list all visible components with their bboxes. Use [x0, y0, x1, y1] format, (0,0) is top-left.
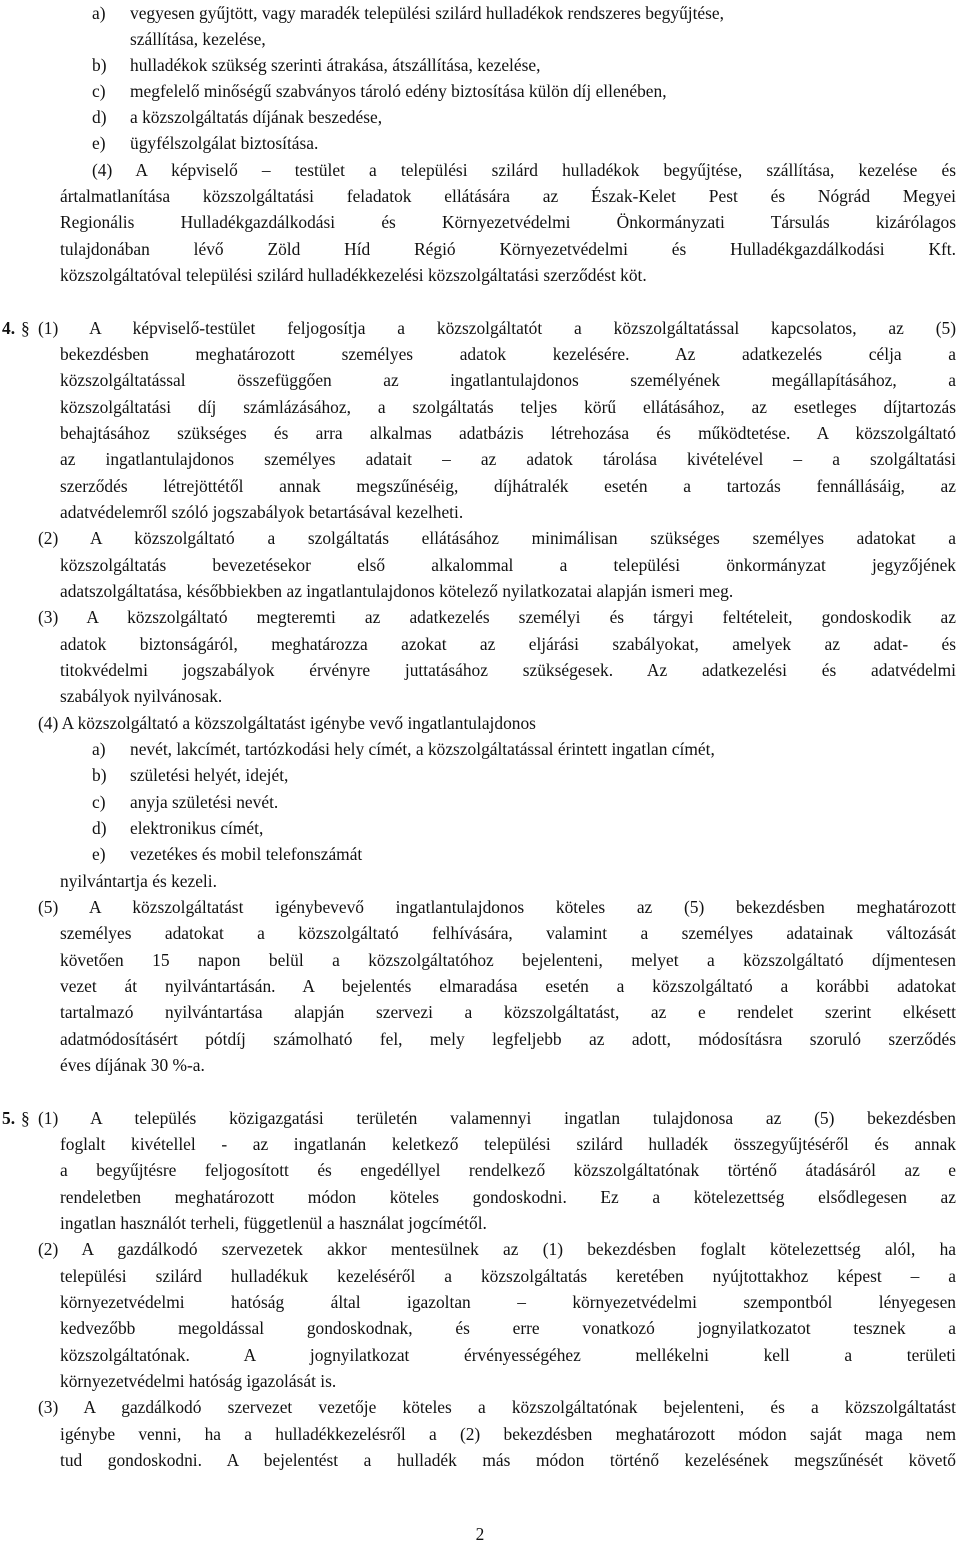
list-label: b) — [92, 765, 107, 785]
paragraph-line: követően 15 napon belül a közszolgáltatóhoz bejelenteni, melyet a közszolgáltató díjmentesen — [60, 950, 956, 970]
list-item-text: nevét, lakcímét, tartózkodási hely címét, a közszolgáltatással érintett ingatlan címét, — [130, 739, 715, 759]
list-label: e) — [92, 844, 106, 864]
paragraph-line: foglalt kivétellel - az ingatlanán keletkező települési szilárd hulladék összegyűjtéséről és annak — [60, 1134, 956, 1154]
list-label: a) — [92, 739, 106, 759]
paragraph-line: vezet át nyilvántartásán. A bejelentés elmaradása esetén a közszolgáltató a korábbi adatokat — [60, 976, 956, 996]
paragraph-line: (3) A gazdálkodó szervezet vezetője köteles a közszolgáltatónak bejelenteni, és a közszolgáltatást — [38, 1397, 956, 1417]
list-item-text: szállítása, kezelése, — [130, 29, 266, 49]
paragraph-line: szabályok nyilvánosak. — [60, 686, 223, 706]
list-label: d) — [92, 818, 107, 838]
section-number: 5. — [2, 1108, 16, 1128]
list-item-text: megfelelő minőségű szabványos tároló edény biztosítása külön díj ellenében, — [130, 81, 667, 101]
list-label: c) — [92, 792, 106, 812]
list-item-text: ügyfélszolgálat biztosítása. — [130, 133, 319, 153]
paragraph-line: tulajdonában lévő Zöld Híd Régió Környezetvédelmi és Hulladékgazdálkodási Kft. — [60, 239, 956, 259]
paragraph-line: környezetvédelmi hatóság által igazoltan – környezetvédelmi szempontból lényegesen — [60, 1292, 956, 1312]
list-label: c) — [92, 81, 106, 101]
paragraph-line: közszolgáltatónak. A jognyilatkozat érvényességéhez mellékelni kell a területi — [60, 1345, 956, 1365]
list-label: e) — [92, 133, 106, 153]
paragraph-line: behajtásához szükséges és arra alkalmas adatbázis létrehozása és működtetése. A közszolgáltató — [60, 423, 956, 443]
paragraph-line: titokvédelmi jogszabályok érvényre juttatásához szükségesek. Az adatkezelési és adatvédelmi — [60, 660, 956, 680]
list-label: b) — [92, 55, 107, 75]
paragraph-line: kedvezőbb megoldással gondoskodnak, és erre vonatkozó jognyilatkozatot tesznek a — [60, 1318, 956, 1338]
paragraph-line: közszolgáltatás bevezetésekor első alkalommal a települési önkormányzat jegyzőjének — [60, 555, 956, 575]
list-label: a) — [92, 3, 106, 23]
list-item-text: vegyesen gyűjtött, vagy maradék települési szilárd hulladékok rendszeres begyűjtése, — [130, 3, 724, 23]
paragraph-line: környezetvédelmi hatóság igazolását is. — [60, 1371, 337, 1391]
paragraph-line: szerződés létrejöttétől annak megszűnéséig, díjhátralék esetén a tartozás fennállásáig, az — [60, 476, 956, 496]
list-item-text: elektronikus címét, — [130, 818, 264, 838]
paragraph-line: (3) A közszolgáltató megteremti az adatkezelés személyi és tárgyi feltételeit, gondoskodik az — [38, 607, 956, 627]
paragraph-line: (4) A közszolgáltató a közszolgáltatást igénybe vevő ingatlantulajdonos — [38, 713, 536, 733]
list-item-text: vezetékes és mobil telefonszámát — [130, 844, 363, 864]
paragraph-line: az ingatlantulajdonos személyes adatait – az adatok tárolása kivételével – a szolgáltatási — [60, 449, 956, 469]
paragraph-line: Regionális Hulladékgazdálkodási és Környezetvédelmi Önkormányzati Társulás kizárólagos — [60, 212, 956, 232]
paragraph-line: közszolgáltatóval települési szilárd hulladékkezelési közszolgáltatási szerződést köt. — [60, 265, 647, 285]
paragraph-line: adatszolgáltatása, későbbiekben az ingatlantulajdonos kötelező nyilatkozatai alapján ismeri meg. — [60, 581, 734, 601]
paragraph-line: közszolgáltatással összefüggően az ingatlantulajdonos személyének megállapításához, a — [60, 370, 956, 390]
list-item-text: anyja születési nevét. — [130, 792, 279, 812]
paragraph-line: (2) A közszolgáltató a szolgáltatás ellátásához minimálisan szükséges személyes adatokat a — [38, 528, 956, 548]
paragraph-line: adatvédelemről szóló jogszabályok betartásával kezelheti. — [60, 502, 464, 522]
paragraph-line: (2) A gazdálkodó szervezetek akkor mentesülnek az (1) bekezdésben foglalt kötelezettség alól, ha — [38, 1239, 956, 1259]
paragraph-line: rendeletben meghatározott módon köteles gondoskodni. Ez a kötelezettség elsődlegesen az — [60, 1187, 956, 1207]
paragraph-line: települési szilárd hulladékuk kezeléséről a közszolgáltatás keretében nyújtottakhoz képest – a — [60, 1266, 956, 1286]
paragraph-line: (1) A képviselő-testület feljogosítja a közszolgáltatót a közszolgáltatással kapcsolatos, az (5) — [38, 318, 956, 338]
paragraph-line: tud gondoskodni. A bejelentést a hulladék más módon történő kezelésének megszűnését követő — [60, 1450, 956, 1470]
paragraph-line: bekezdésben meghatározott személyes adatok kezelésére. Az adatkezelés célja a — [60, 344, 956, 364]
paragraph-line: éves díjának 30 %-a. — [60, 1055, 205, 1075]
list-item-text: a közszolgáltatás díjának beszedése, — [130, 107, 383, 127]
section-number: 4. — [2, 318, 16, 338]
paragraph-line: igénybe venni, ha a hulladékkezelésről a (2) bekezdésben meghatározott módon saját maga nem — [60, 1424, 956, 1444]
list-label: d) — [92, 107, 107, 127]
paragraph-line: (5) A közszolgáltatást igénybevevő ingatlantulajdonos köteles az (5) bekezdésben meghatározott — [38, 897, 956, 917]
paragraph-line: közszolgáltatási díj számlázásához, a szolgáltatás teljes körű ellátásához, az esetleges díjtartozás — [60, 397, 956, 417]
paragraph-line: nyilvántartja és kezeli. — [60, 871, 217, 891]
paragraph-line: (1) A település közigazgatási területén valamennyi ingatlan tulajdonosa az (5) bekezdésben — [38, 1108, 956, 1128]
paragraph-line: adatmódosításért pótdíj számolható fel, mely legfeljebb az adott, módosításra szoruló szerződés — [60, 1029, 956, 1049]
paragraph-line: ártalmatlanítása közszolgáltatási feladatok ellátására az Észak-Kelet Pest és Nógrád Megyei — [60, 186, 956, 206]
paragraph-line: tartalmazó nyilvántartása alapján szervezi a közszolgáltatást, az e rendelet szerint elkésett — [60, 1002, 956, 1022]
section-sign: § — [21, 1108, 30, 1128]
paragraph-line: adatok biztonságáról, meghatározza azokat az eljárási szabályokat, amelyek az adat- és — [60, 634, 956, 654]
paragraph-line: személyes adatokat a közszolgáltató felhívására, valamint a személyes adatainak változását — [60, 923, 956, 943]
page-number: 2 — [475, 1524, 485, 1544]
section-sign: § — [21, 318, 30, 338]
list-item-text: születési helyét, idejét, — [130, 765, 289, 785]
paragraph-line: a begyűjtésre feljogosított és engedéllyel rendelkező közszolgáltatónak történő átadásáról az e — [60, 1160, 956, 1180]
paragraph-line: ingatlan használót terheli, függetlenül a használat jogcímétől. — [60, 1213, 487, 1233]
paragraph-line: (4) A képviselő – testület a települési szilárd hulladékok begyűjtése, szállítása, kezelése és — [92, 160, 956, 180]
list-item-text: hulladékok szükség szerinti átrakása, átszállítása, kezelése, — [130, 55, 541, 75]
